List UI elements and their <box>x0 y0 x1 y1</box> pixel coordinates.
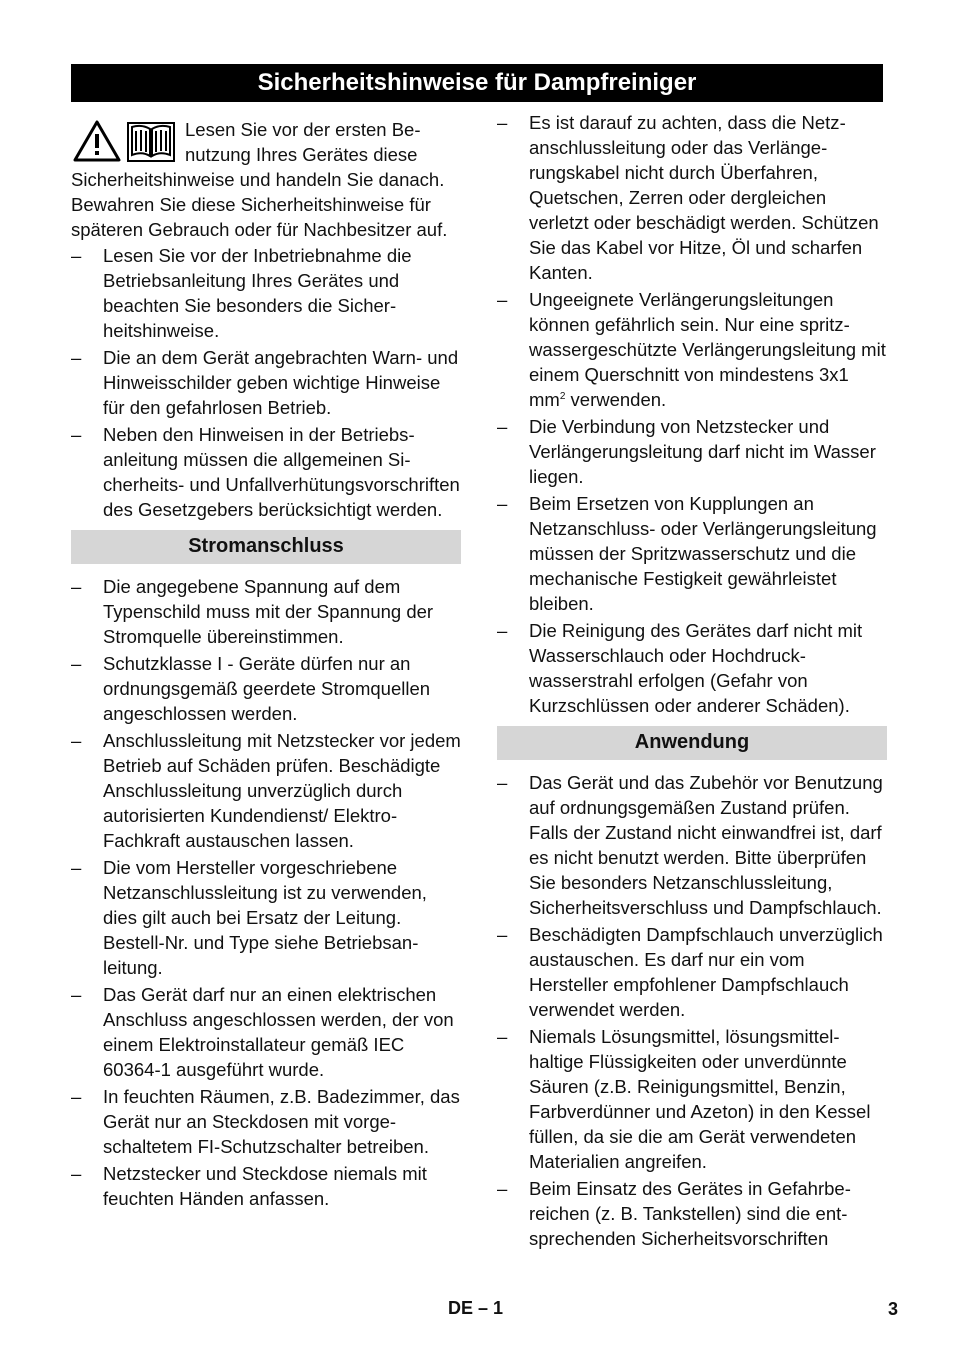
dash-marker: – <box>71 245 82 266</box>
list-item-text: Die Reinigung des Gerätes darf nicht mit Wasserschlauch oder Hochdruckwasserstrahl erfolgen (Gefahr von Kurzschlüssen oder anderer Schäden). <box>529 620 863 716</box>
general-list <box>71 243 461 522</box>
list-item <box>71 345 461 420</box>
list-item-text: Die an dem Gerät angebrachten Warn- und Hinweisschilder geben wichtige Hinweise für den gefahrlosen Betrieb. <box>103 347 459 418</box>
dash-marker: – <box>71 576 82 597</box>
section-heading-anwendung: Anwendung <box>497 726 887 760</box>
anwendung-list <box>497 770 887 1251</box>
list-item <box>71 982 461 1082</box>
list-item-text: Das Gerät und das Zubehör vor Benutzung auf ordnungsgemäßen Zustand prüfen. Falls der Zustand nicht einwandfrei ist, darf es nicht benutzt werden. Bitte überprüfen Sie besonders Netzanschlussleitung, Sicherheitsverschluss und Dampfschlauch. <box>529 772 883 918</box>
warning-triangle-icon <box>73 120 121 162</box>
list-item <box>71 728 461 853</box>
list-item-text: Anschlussleitung mit Netzstecker vor jedem Betrieb auf Schäden prüfen. Beschädigte Anschlussleitung unverzüglich durch autorisierten Kundendienst/ Elektro-Fachkraft austauschen lassen. <box>103 730 461 851</box>
dash-marker: – <box>71 984 82 1005</box>
list-item-text: Lesen Sie vor der Inbetriebnahme die Betriebsanleitung Ihres Gerätes und beachten Sie besonders die Sicherheitshinweise. <box>103 245 412 341</box>
list-item-text: Es ist darauf zu achten, dass die Netzanschlussleitung oder das Verlängerungskabel nicht durch Überfahren, Quetschen, Zerren oder dergleichen verletzt oder beschädigt werden. Schützen Sie das Kabel vor Hitze, Öl und scharfen Kanten. <box>529 112 879 283</box>
section-heading-stromanschluss: Stromanschluss <box>71 530 461 564</box>
list-item-text: Die angegebene Spannung auf dem Typenschild muss mit der Spannung der Stromquelle übereinstimmen. <box>103 576 434 647</box>
dash-marker: – <box>497 924 508 945</box>
footer-page-ref: – 1 <box>478 1298 504 1318</box>
list-item <box>71 1161 461 1211</box>
dash-marker: – <box>497 1178 508 1199</box>
dash-marker: – <box>71 730 82 751</box>
intro-text: Lesen Sie vor der ersten Benutzung Ihres Gerätes diese Sicherheitshinweise und handeln Sie danach. Bewahren Sie diese Sicherheitshinweise für späteren Gebrauch oder für Nachbesitzer auf. <box>71 119 448 240</box>
dash-marker: – <box>71 347 82 368</box>
dash-marker: – <box>497 1026 508 1047</box>
page-title: Sicherheitshinweise für Dampfreiniger <box>71 64 883 102</box>
left-column <box>71 117 461 1213</box>
list-item-suffix: verwenden. <box>565 389 667 410</box>
list-item-text: In feuchten Räumen, z.B. Badezimmer, das Gerät nur an Steckdosen mit vorgeschaltetem FI-Schutzschalter betreiben. <box>103 1086 460 1157</box>
list-item <box>497 770 887 920</box>
list-item-text: Niemals Lösungsmittel, lösungsmittelhaltige Flüssigkeiten oder unverdünnte Säuren (z.B. Reinigungsmittel, Benzin, Farbverdünner und Azeton) in den Kessel füllen, da sie die am Gerät verwendeten Materialien angreifen. <box>529 1026 871 1172</box>
dash-marker: – <box>71 653 82 674</box>
list-item-text: Beim Ersetzen von Kupplungen an Netzanschluss- oder Verlängerungsleitung müssen der Spritzwasserschutz und die mechanische Festigkeit gewährleistet bleiben. <box>529 493 877 614</box>
stromanschluss-list <box>71 574 461 1211</box>
dash-marker: – <box>497 772 508 793</box>
list-item <box>71 1084 461 1159</box>
dash-marker: – <box>71 1163 82 1184</box>
list-item-text: Ungeeignete Verlängerungsleitungen können gefährlich sein. Nur eine spritzwassergeschützte Verlängerungsleitung mit einem Querschnitt von mindestens 3x1 mm <box>529 289 886 410</box>
list-item-text: Schutzklasse I - Geräte dürfen nur an ordnungsgemäß geerdete Stromquellen angeschlossen werden. <box>103 653 431 724</box>
list-item <box>497 287 887 412</box>
dash-marker: – <box>497 289 508 310</box>
superscript-2: 2 <box>559 390 566 402</box>
list-item-text: Beschädigten Dampfschlauch unverzüglich austauschen. Es darf nur ein vom Hersteller empfohlener Dampfschlauch verwendet werden. <box>529 924 883 1020</box>
cable-list <box>497 110 887 718</box>
list-item <box>497 414 887 489</box>
intro-icons <box>71 118 179 166</box>
list-item-text: Die vom Hersteller vorgeschriebene Netzanschlussleitung ist zu verwenden, dies gilt auch bei Ersatz der Leitung. Bestell-Nr. und Type siehe Betriebsanleitung. <box>103 857 427 978</box>
list-item-text: Neben den Hinweisen in der Betriebsanleitung müssen die allgemeinen Sicherheits- und Unfallverhütungsvorschriften des Gesetzgebers berücksichtigt werden. <box>103 424 460 520</box>
dash-marker: – <box>497 620 508 641</box>
dash-marker: – <box>497 416 508 437</box>
list-item-text: Das Gerät darf nur an einen elektrischen Anschluss angeschlossen werden, der von einem Elektroinstallateur gemäß IEC 60364-1 ausgeführt wurde. <box>103 984 454 1080</box>
footer-page-number: 3 <box>888 1299 899 1319</box>
list-item <box>497 491 887 616</box>
list-item <box>71 574 461 649</box>
list-item <box>497 1176 887 1251</box>
list-item-text: Die Verbindung von Netzstecker und Verlängerungsleitung darf nicht im Wasser liegen. <box>529 416 876 487</box>
dash-marker: – <box>497 493 508 514</box>
dash-marker: – <box>71 857 82 878</box>
dash-marker: – <box>497 112 508 133</box>
list-item <box>497 1024 887 1174</box>
list-item <box>71 855 461 980</box>
right-column <box>497 110 887 1253</box>
list-item <box>71 422 461 522</box>
dash-marker: – <box>71 424 82 445</box>
intro-block <box>71 117 461 242</box>
open-book-icon <box>126 121 176 163</box>
list-item <box>497 618 887 718</box>
footer-language-page <box>448 1298 503 1319</box>
list-item <box>497 110 887 285</box>
list-item <box>497 922 887 1022</box>
footer-language: DE <box>448 1298 474 1318</box>
list-item-text: Netzstecker und Steckdose niemals mit feuchten Händen anfassen. <box>103 1163 427 1209</box>
list-item-text: Beim Einsatz des Gerätes in Gefahrbereichen (z. B. Tankstellen) sind die entsprechenden Sicherheitsvorschriften <box>529 1178 851 1249</box>
list-item <box>71 651 461 726</box>
dash-marker: – <box>71 1086 82 1107</box>
list-item <box>71 243 461 343</box>
